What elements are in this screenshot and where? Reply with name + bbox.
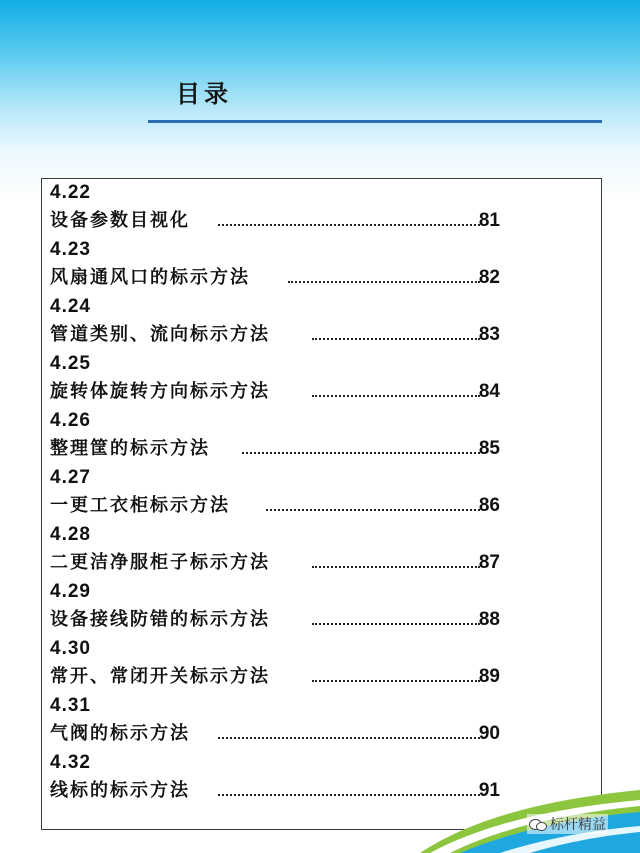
toc-label: 常开、常闭开关标示方法 <box>50 666 270 687</box>
watermark <box>527 814 608 834</box>
toc-label: 气阀的标示方法 <box>50 723 190 744</box>
toc-label: 一更工衣柜标示方法 <box>50 495 230 516</box>
toc-page-number: 84 <box>478 381 500 402</box>
toc-number: 4.30 <box>50 638 91 659</box>
toc-label: 管道类别、流向标示方法 <box>50 324 270 345</box>
toc-number: 4.32 <box>50 752 91 773</box>
toc-page-number: 89 <box>478 666 500 687</box>
toc-label: 风扇通风口的标示方法 <box>50 267 250 288</box>
toc-label: 设备接线防错的标示方法 <box>50 609 270 630</box>
toc-number: 4.26 <box>50 410 91 431</box>
toc-page-number: 88 <box>478 609 500 630</box>
page-title: 目录 <box>176 80 232 108</box>
toc-number: 4.27 <box>50 467 91 488</box>
toc-label: 旋转体旋转方向标示方法 <box>50 381 270 402</box>
toc-number: 4.29 <box>50 581 91 602</box>
toc-page-number: 91 <box>478 780 500 801</box>
toc-label: 线标的标示方法 <box>50 780 190 801</box>
toc-number: 4.28 <box>50 524 91 545</box>
toc-page-number: 85 <box>478 438 500 459</box>
toc-page-number: 83 <box>478 324 500 345</box>
toc-page-number: 90 <box>478 723 500 744</box>
toc-page-number: 87 <box>478 552 500 573</box>
toc-page-number: 81 <box>478 210 500 231</box>
toc-page-number: 82 <box>478 267 500 288</box>
toc-number: 4.25 <box>50 353 91 374</box>
toc-number: 4.22 <box>50 182 91 203</box>
toc-label: 整理筐的标示方法 <box>50 438 210 459</box>
toc-number: 4.23 <box>50 239 91 260</box>
toc-number: 4.24 <box>50 296 91 317</box>
toc-label: 设备参数目视化 <box>50 210 190 231</box>
toc-number: 4.31 <box>50 695 91 716</box>
watermark-text: 标杆精益 <box>550 817 606 833</box>
toc-page-number: 86 <box>478 495 500 516</box>
wechat-icon <box>529 817 547 831</box>
toc-label: 二更洁净服柜子标示方法 <box>50 552 270 573</box>
